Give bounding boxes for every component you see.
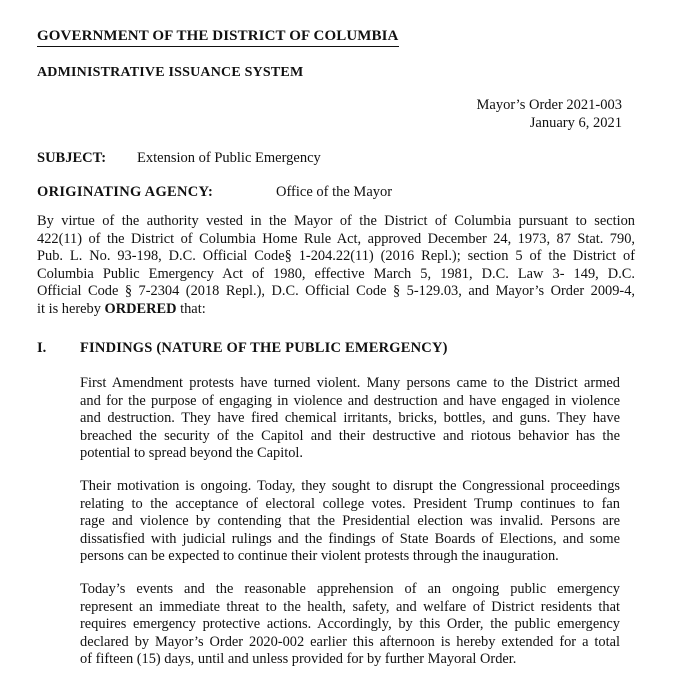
- paragraph-line: and for the purpose of engaging in violence and destruction and have engaged in violence: [80, 392, 620, 409]
- paragraph-line: of fifteen (15) days, until and unless provided for by further Mayoral Order.: [80, 651, 517, 668]
- subject-label: SUBJECT:: [37, 150, 107, 166]
- government-heading: GOVERNMENT OF THE DISTRICT OF COLUMBIA: [37, 28, 399, 47]
- paragraph-line: requires emergency protective actions. Accordingly, by this Order, the public emergency: [80, 616, 620, 633]
- paragraph-line: First Amendment protests have turned violent. Many persons came to the District armed: [80, 375, 620, 391]
- paragraph-line: Their motivation is ongoing. Today, they sought to disrupt the Congressional proceedings: [80, 478, 620, 494]
- originating-agency-value: Office of the Mayor: [276, 184, 393, 200]
- findings-paragraph-3: [80, 581, 620, 669]
- paragraph-line: persons can be expected to continue their violent protests through the inauguration.: [80, 548, 559, 565]
- paragraph-line: 422(11) of the District of Columbia Home Rule Act, approved December 24, 1973, 87 Stat. 790,: [37, 230, 635, 247]
- findings-paragraph-1: [80, 375, 620, 463]
- paragraph-line: Official Code § 7-2304 (2018 Repl.), D.C. Official Code § 5-129.03, and Mayor’s Order 2009-4,: [37, 283, 635, 300]
- paragraph-line: and destruction. They have fired chemical irritants, bricks, bottles, and guns. They have: [80, 410, 620, 427]
- paragraph-line: declared by Mayor’s Order 2020-002 earlier this afternoon is hereby extended for a total: [80, 633, 620, 650]
- paragraph-line: relating to the acceptance of electoral college votes. President Trump continues to fan: [80, 495, 620, 512]
- section-number: I.: [37, 340, 47, 356]
- originating-agency-label: ORIGINATING AGENCY:: [37, 184, 214, 200]
- subject-value: Extension of Public Emergency: [137, 150, 321, 166]
- findings-paragraph-2: [80, 478, 620, 566]
- last-line-suffix: that:: [176, 300, 206, 317]
- paragraph-line: represent an immediate threat to the health, safety, and welfare of District residents that: [80, 598, 620, 615]
- order-number: Mayor’s Order 2021-003: [476, 97, 622, 113]
- ordered-keyword: ORDERED: [104, 300, 177, 317]
- paragraph-line: rage and violence by contending that the Presidential election was invalid. Persons are: [80, 513, 620, 530]
- issuance-system-heading: ADMINISTRATIVE ISSUANCE SYSTEM: [37, 65, 304, 80]
- last-line-prefix: it is hereby: [37, 300, 105, 317]
- section-title: FINDINGS (NATURE OF THE PUBLIC EMERGENCY): [80, 340, 448, 356]
- paragraph-last-line: [37, 301, 635, 319]
- paragraph-line: Pub. L. No. 93-198, D.C. Official Code§ 1-204.22(11) (2016 Repl.); section 5 of the District of: [37, 248, 635, 265]
- paragraph-line: By virtue of the authority vested in the Mayor of the District of Columbia pursuant to section: [37, 213, 635, 229]
- authority-paragraph: [37, 213, 635, 319]
- paragraph-line: Columbia Public Emergency Act of 1980, effective March 5, 1981, D.C. Law 3- 149, D.C.: [37, 265, 635, 282]
- order-date: January 6, 2021: [529, 115, 622, 131]
- paragraph-line: Today’s events and the reasonable apprehension of an ongoing public emergency: [80, 581, 620, 597]
- paragraph-line: potential to spread beyond the Capitol.: [80, 445, 304, 462]
- paragraph-line: breached the security of the Capitol and their destructive and riotous behavior has the: [80, 427, 620, 444]
- paragraph-line: dissatisfied with judicial rulings and the findings of State Boards of Elections, and some: [80, 530, 620, 547]
